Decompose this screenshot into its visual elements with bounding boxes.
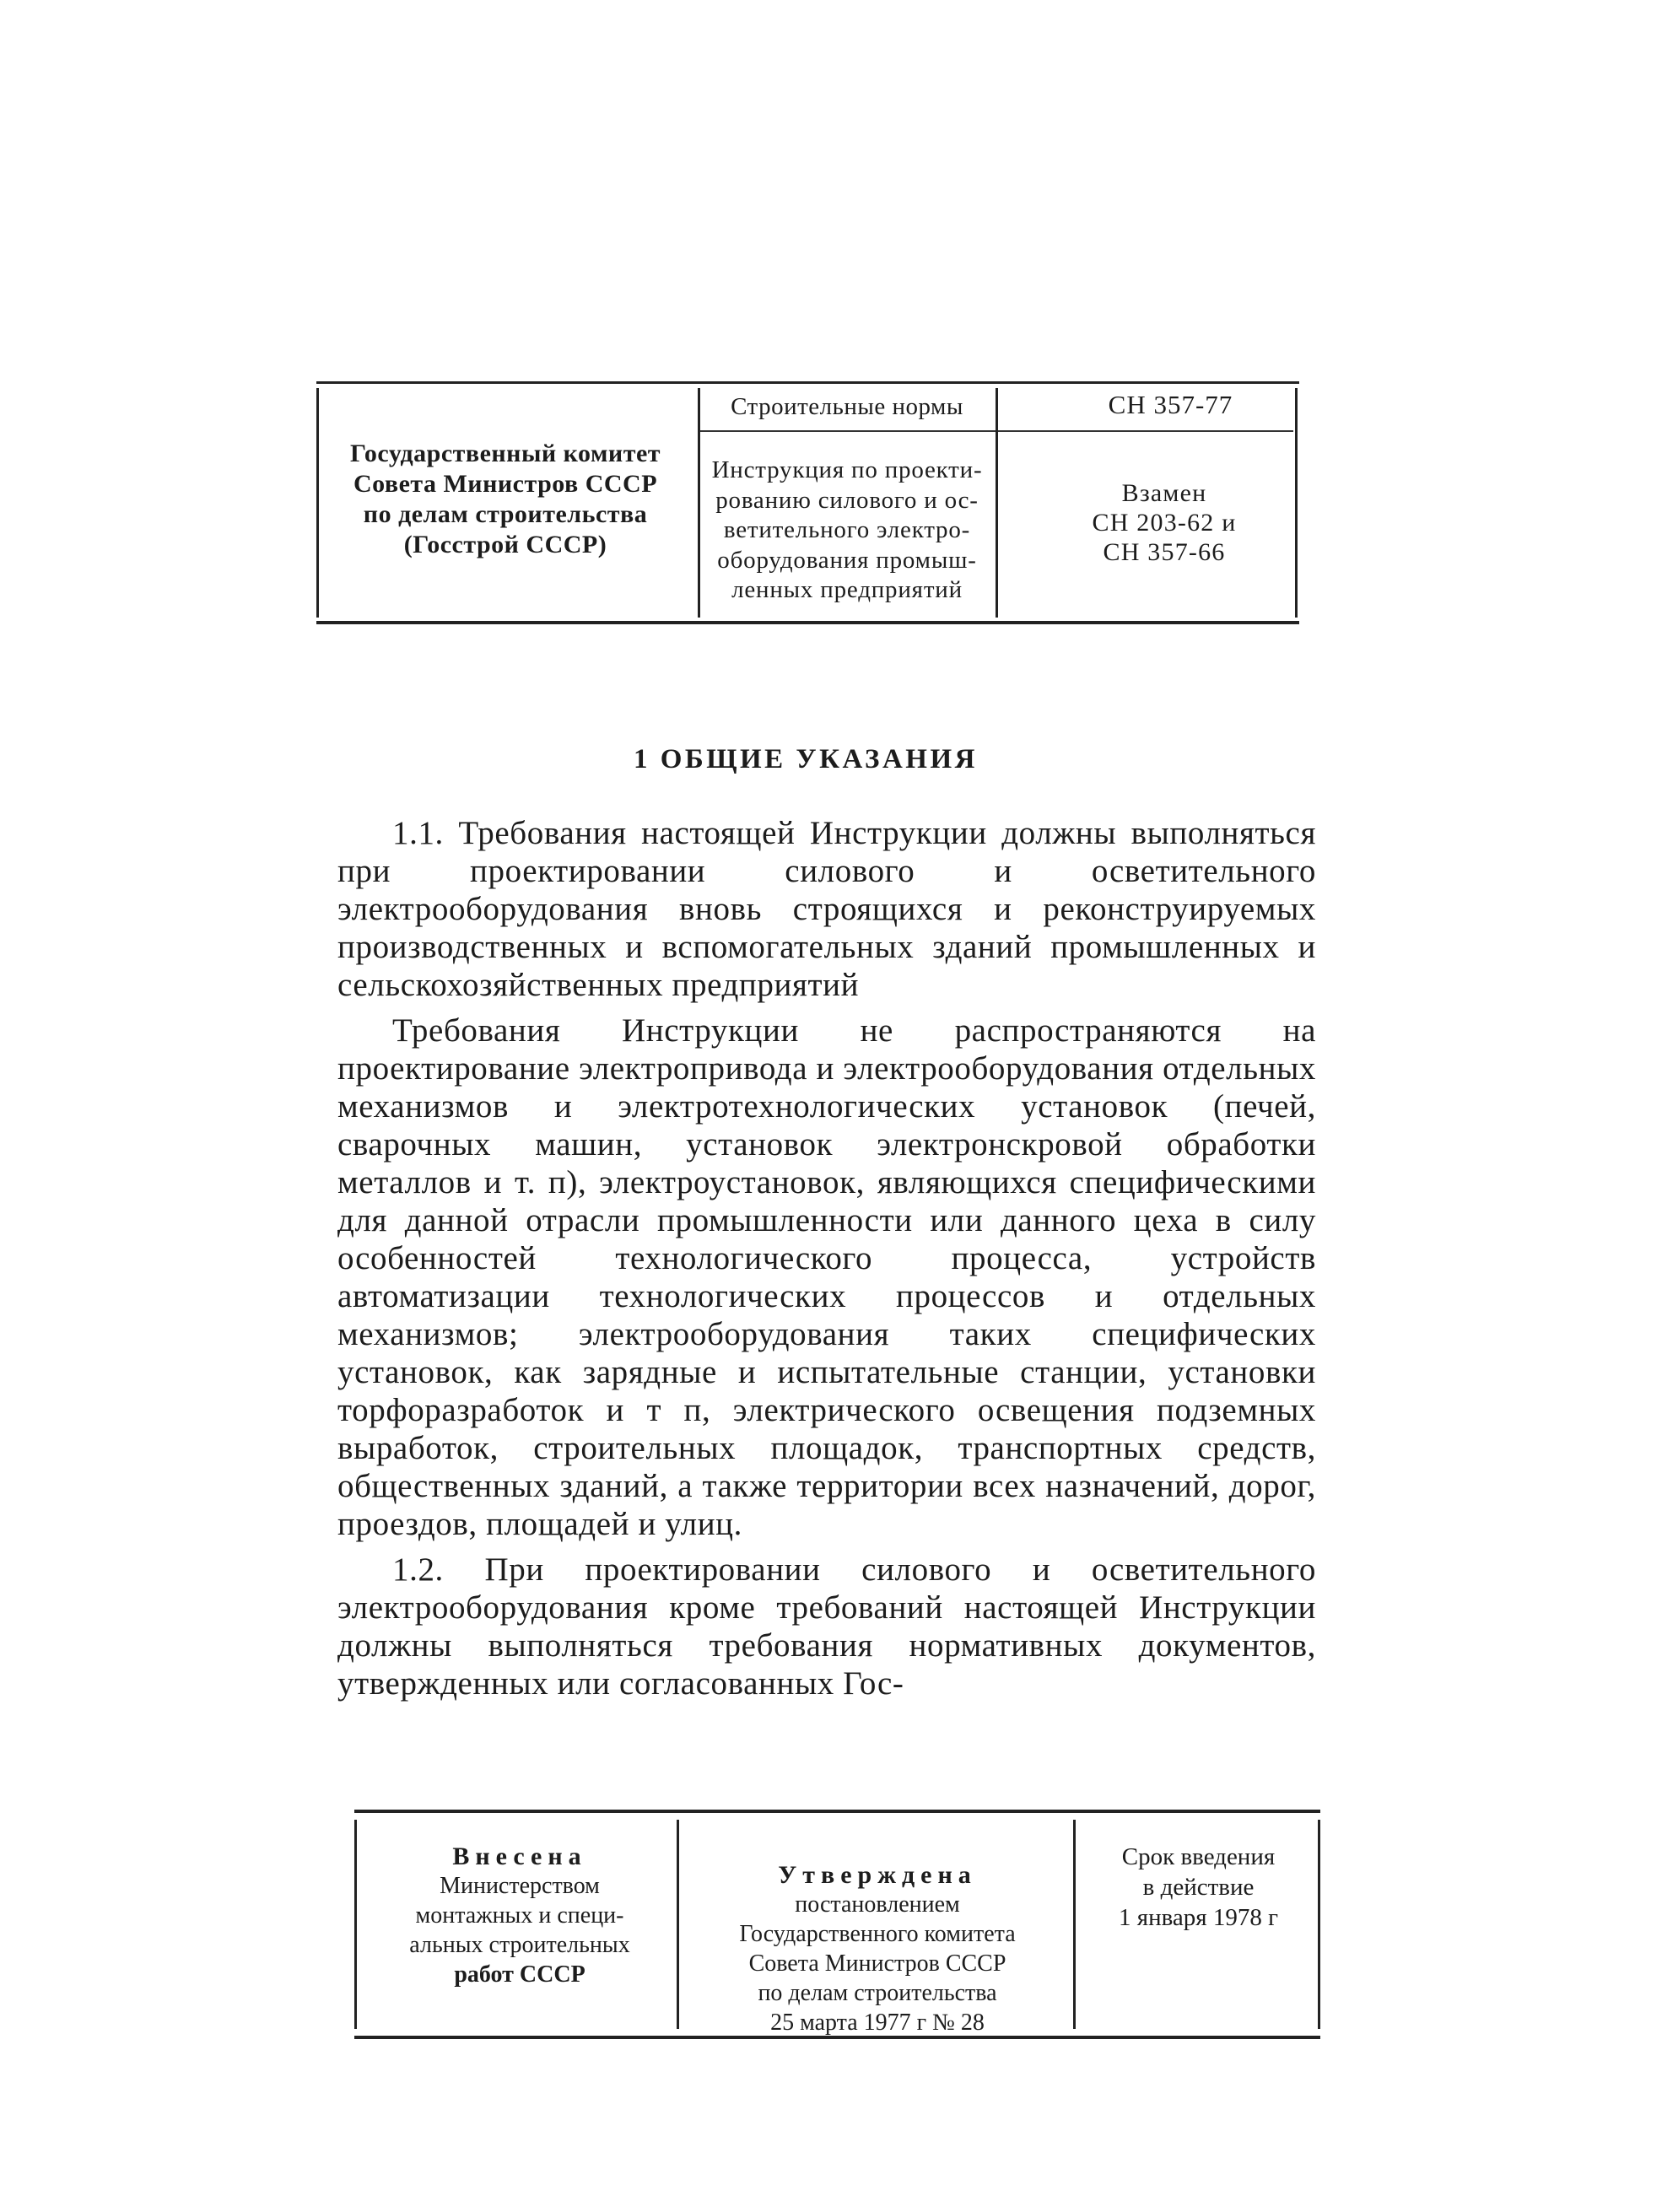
approved-by-cell: Утверждена постановлением Государственного комитета Совета Министров СССР по делам строительства 25 марта 1977 г № 28 [683,1860,1071,2037]
footer-left-border [354,1820,357,2029]
document-code: СН 357-77 [1108,390,1233,419]
header-divider-2 [996,388,998,618]
replaced-documents: Взамен СН 203-62 и СН 357-66 [1092,479,1237,566]
footer-divider-2 [1073,1820,1076,2029]
document-type: Строительные нормы [731,393,963,420]
section-heading: 1 ОБЩИЕ УКАЗАНИЯ [634,744,978,774]
header-rule-mid [700,430,996,432]
paragraph-scope-exclusions: Требования Инструкции не распространяются на проектирование электропривода и электрооборудования отдельных механизмов и электротехнологических установок (печей, сварочных машин, установок электронскровой обработки металлов и т. п), электроустановок, являющихся специфическими для данной отрасли промышленности или данного цеха в силу особенностей технологического процесса, устройств автоматизации технологических процессов и отдельных механизмов; электрооборудования таких специфических установок, как зарядные и испытательные станции, установки торфоразработок и т п, электрического освещения подземных выработок, строительных площадок, транспортных средств, общественных зданий, а также территории всех назначений, дорог, проездов, площадей и улиц. [337,1012,1316,1542]
header-right-border [1295,388,1298,618]
header-left-border [316,388,319,618]
header-bottom-rule [316,621,1299,624]
introduced-by-cell: Внесена Министерством монтажных и специ- альных строительных работ СССР [361,1842,678,1989]
header-table [316,381,1299,624]
document-title: Инструкция по проекти- рованию силового и ос- ветительного электро- оборудования промыш- ленных предприятий [711,456,983,603]
footer-table [354,1810,1320,2039]
issuing-organization: Государственный комитет Совета Министров СССР по делам строительства (Госстрой СССР) [349,440,661,558]
body-text [337,814,1316,1710]
header-divider-1 [698,388,700,618]
footer-top-rule [354,1810,1320,1813]
effective-date-cell: Срок введения в действие 1 января 1978 г [1118,1843,1279,1931]
header-rule-right [998,430,1293,432]
paragraph-1-2: 1.2. При проектировании силового и осветительного электрооборудования кроме требований настоящей Инструкции должны выполняться требования нормативных документов, утвержденных или согласованных Гос- [337,1551,1316,1702]
approved-label: Утверждена [778,1861,977,1889]
introduced-label: Внесена [452,1842,587,1870]
footer-bottom-rule [354,2036,1320,2039]
header-top-rule [316,381,1299,384]
paragraph-1-1: 1.1. Требования настоящей Инструкции должны выполняться при проектировании силового и осветительного электрооборудования вновь строящихся и реконструируемых производственных и вспомогательных зданий промышленных и сельскохозяйственных предприятий [337,815,1316,1003]
